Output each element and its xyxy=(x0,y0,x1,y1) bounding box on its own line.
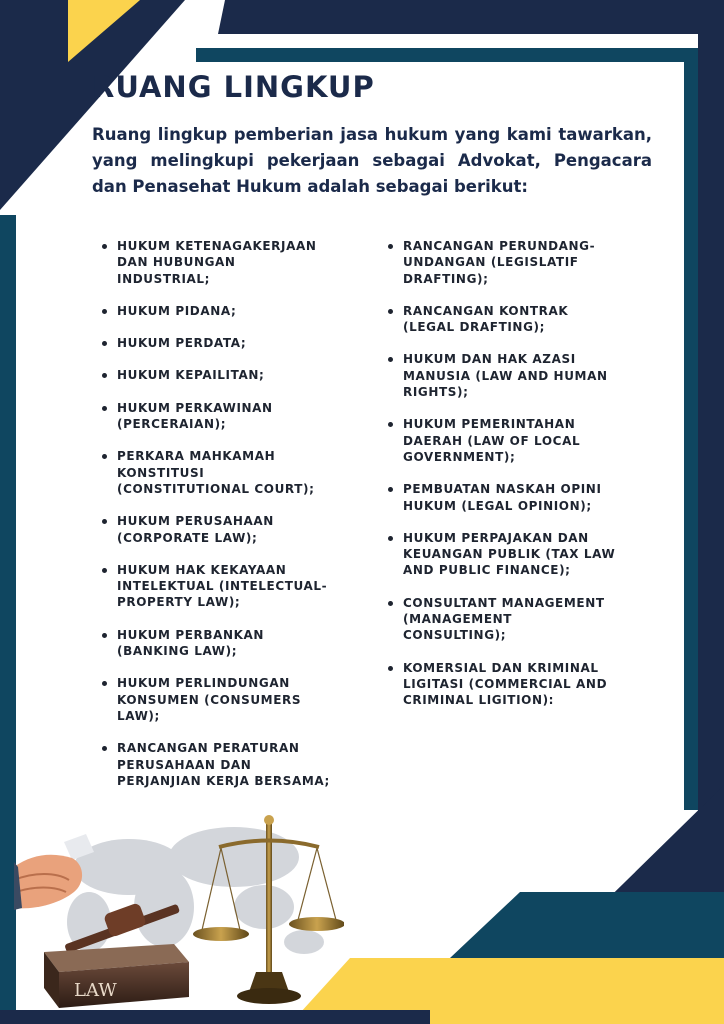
bottom-navy-line xyxy=(0,1010,430,1024)
scope-list-right-item xyxy=(386,481,618,514)
scope-list-left-item xyxy=(100,335,332,351)
bullet-icon xyxy=(102,373,107,378)
bullet-icon xyxy=(102,633,107,638)
bullet-icon xyxy=(388,487,393,492)
bullet-icon xyxy=(102,244,107,249)
page-title: RUANG LINGKUP xyxy=(92,70,375,104)
scope-list-left-item-text: HUKUM PERUSAHAAN (CORPORATE LAW); xyxy=(117,514,274,545)
scope-list-left-item-text: HUKUM PERBANKAN (BANKING LAW); xyxy=(117,627,265,659)
bullet-icon xyxy=(388,244,393,249)
scope-list-right-item xyxy=(386,351,618,400)
bullet-icon xyxy=(102,568,107,573)
scope-list-left-item xyxy=(100,367,332,383)
legal-illustration xyxy=(14,812,344,1012)
scope-list-right-item xyxy=(386,595,618,644)
scope-list-left-item-text: PERKARA MAHKAMAH KONSTITUSI (CONSTITUTIONAL COURT); xyxy=(117,449,315,496)
scope-list-left-item xyxy=(100,238,332,287)
scope-list-left-item-text: HUKUM KETENAGAKERJAAN DAN HUBUNGAN INDUSTRIAL; xyxy=(117,239,317,286)
law-book-icon xyxy=(44,944,189,1008)
scope-list-right-item-text: RANCANGAN KONTRAK (LEGAL DRAFTING); xyxy=(403,303,569,335)
scope-list-left-item xyxy=(100,675,332,724)
bullet-icon xyxy=(388,422,393,427)
scope-list-right xyxy=(386,238,618,725)
scope-list-left xyxy=(100,238,332,805)
scope-list-left-item-text: HUKUM PERDATA; xyxy=(117,336,247,351)
scope-list-right-item-text: CONSULTANT MANAGEMENT (MANAGEMENT CONSULTING); xyxy=(403,595,605,643)
bullet-icon xyxy=(102,746,107,751)
scope-list-left-item-text: HUKUM HAK KEKAYAAN INTELEKTUAL (INTELECTUAL-PROPERTY LAW); xyxy=(117,562,328,610)
bullet-icon xyxy=(388,536,393,541)
scope-list-right-item-text: RANCANGAN PERUNDANG-UNDANGAN (LEGISLATIF DRAFTING); xyxy=(403,239,596,286)
bullet-icon xyxy=(102,519,107,524)
scope-list-left-item-text: RANCANGAN PERATURAN PERUSAHAAN DAN PERJANJIAN KERJA BERSAMA; xyxy=(117,741,330,788)
scope-list-left-item-text: HUKUM PERKAWINAN (PERCERAIAN); xyxy=(117,400,273,432)
bullet-icon xyxy=(388,666,393,671)
bullet-icon xyxy=(102,341,107,346)
scope-list-left-item xyxy=(100,562,332,611)
bullet-icon xyxy=(102,681,107,686)
scope-list-right-item-text: PEMBUATAN NASKAH OPINI HUKUM (LEGAL OPINION); xyxy=(403,482,602,513)
scope-list-right-item xyxy=(386,238,618,287)
scope-list-left-item xyxy=(100,400,332,433)
scope-list-left-item xyxy=(100,627,332,660)
scope-list-right-item xyxy=(386,660,618,709)
scope-list-right-item xyxy=(386,530,618,579)
scope-list-left-item-text: HUKUM KEPAILITAN; xyxy=(117,368,265,383)
bullet-icon xyxy=(102,454,107,459)
bullet-icon xyxy=(102,406,107,411)
bullet-icon xyxy=(388,309,393,314)
scope-list-right-item-text: HUKUM DAN HAK AZASI MANUSIA (LAW AND HUMAN RIGHTS); xyxy=(403,352,608,400)
scope-list-left-item xyxy=(100,513,332,546)
scope-list-right-item xyxy=(386,416,618,465)
bullet-icon xyxy=(102,309,107,314)
scope-list-left-item-text: HUKUM PERLINDUNGAN KONSUMEN (CONSUMERS LAW); xyxy=(117,676,302,723)
scope-list-right-item xyxy=(386,303,618,336)
scope-list-left-item xyxy=(100,303,332,319)
scope-list-left-item-text: HUKUM PIDANA; xyxy=(117,303,237,318)
bullet-icon xyxy=(388,601,393,606)
book-label: LAW xyxy=(74,980,117,1001)
top-navy-stripe xyxy=(218,0,724,34)
scope-list-right-item-text: KOMERSIAL DAN KRIMINAL LIGITASI (COMMERCIAL AND CRIMINAL LIGITION): xyxy=(403,660,608,708)
scope-list-right-item-text: HUKUM PEMERINTAHAN DAERAH (LAW OF LOCAL GOVERNMENT); xyxy=(403,417,581,464)
bullet-icon xyxy=(388,357,393,362)
scope-list-right-item-text: HUKUM PERPAJAKAN DAN KEUANGAN PUBLIK (TAX LAW AND PUBLIC FINANCE); xyxy=(403,530,616,578)
scope-list-left-item xyxy=(100,448,332,497)
scope-list-left-item xyxy=(100,740,332,789)
intro-paragraph: Ruang lingkup pemberian jasa hukum yang kami tawarkan, yang melingkupi pekerjaan sebagai Advokat, Pengacara dan Penasehat Hukum adalah sebagai berikut: xyxy=(92,125,652,196)
